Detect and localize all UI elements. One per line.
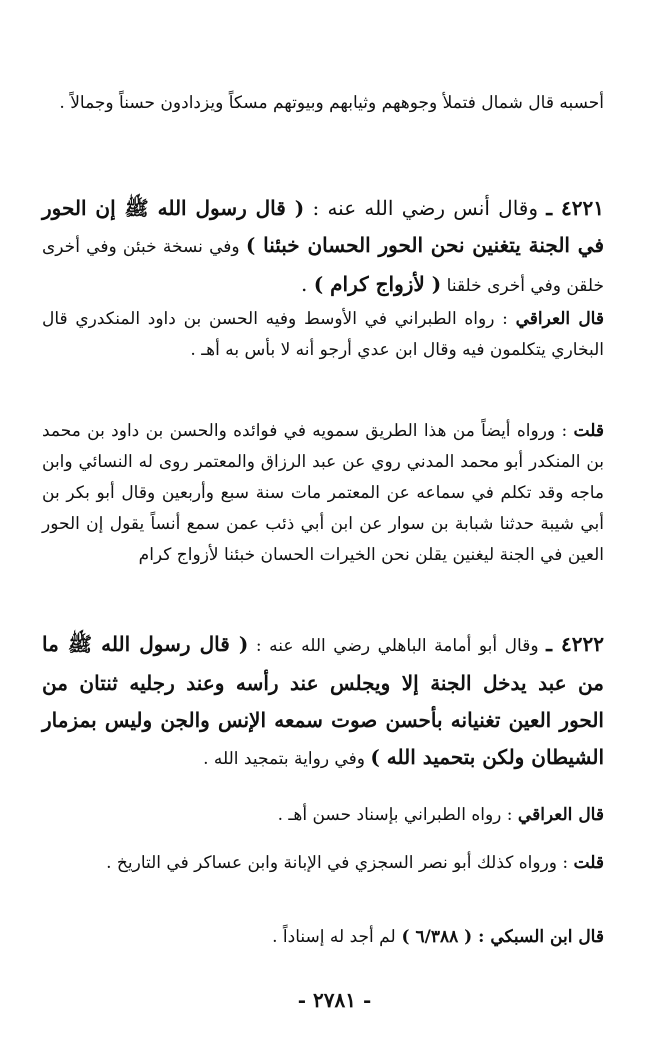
iraqi-comment-2: [42, 800, 604, 831]
paragraph-continuation: [42, 88, 604, 119]
comment-text: : رواه الطبراني بإسناد حسن أهـ .: [277, 805, 518, 825]
hadith-4221: [42, 190, 604, 305]
hadith-number: ٤٢٢٢ ـ: [546, 632, 605, 656]
hadith-end: وفي رواية بتمجيد الله .: [203, 749, 371, 769]
commentator-label: قال العراقي: [515, 309, 604, 329]
commentator-label: قال ابن السبكي: [490, 927, 604, 947]
hadith-4222: [42, 626, 604, 778]
note-text: : ورواه أيضاً من هذا الطريق سمويه في فوائده والحسن بن داود بن محمد بن المنكدر أبو محمد المدني روي عن عبد الرزاق والمعتمر روى له النسائي وابن ماجه وقد تكلم في سماعه عن المعتمر مات سنة سبع وأربعين وقال أبو بكر بن أبي شيبة حدثنا شبابة بن سوار عن ابن أبي ذئب عمن سمع أنساً يقول إن الحور العين في الجنة ليغنين يقلن نحن الخيرات الحسان خبئنا لأزواج كرام: [42, 421, 604, 565]
note-text: : ورواه كذلك أبو نصر السجزي في الإبانة وابن عساكر في التاريخ .: [106, 853, 574, 873]
author-note-2: [42, 848, 604, 879]
page-number: - ٢٧٨١ -: [297, 988, 372, 1012]
hadith-variant: وفي نسخة خبئن وفي أخرى خلقن وفي أخرى خلقنا: [42, 237, 604, 296]
subki-comment: [42, 922, 604, 953]
hadith-text: ( قال رسول الله ﷺ إن الحور في الجنة يتغنين نحن الحور الحسان خبئنا ): [42, 196, 604, 257]
hadith-number: ٤٢٢١ ـ: [546, 196, 605, 220]
note-label: قلت: [573, 853, 604, 873]
hadith-tail: ( لأزواج كرام ): [313, 272, 442, 296]
reference: : ( ٦/٣٨٨ ): [395, 927, 491, 947]
author-note-1: [42, 416, 604, 571]
commentator-label: قال العراقي: [517, 805, 604, 825]
comment-text: : رواه الطبراني في الأوسط وفيه الحسن بن داود المنكدري قال البخاري يتكلمون فيه وقال ابن عدي أرجو أنه لا بأس به أهـ .: [42, 309, 604, 360]
comment-text: لم أجد له إسناداً .: [272, 927, 396, 947]
continuation-text: أحسبه قال شمال فتملأ وجوههم وثيابهم وبيوتهم مسكاً ويزدادون حسناً وجمالاً .: [59, 93, 604, 113]
note-label: قلت: [573, 421, 604, 441]
hadith-intro: وقال أبو أمامة الباهلي رضي الله عنه :: [248, 636, 547, 656]
hadith-end: .: [301, 272, 314, 296]
hadith-intro: وقال أنس رضي الله عنه :: [304, 196, 547, 220]
hadith-text: ( قال رسول الله ﷺ ما من عبد يدخل الجنة إلا ويجلس عند رأسه وعند رجليه ثنتان من الحور العين تغنيانه بأحسن صوت سمعه الإنس والجن وليس بمزمار الشيطان ولكن بتحميد الله ): [42, 632, 604, 769]
iraqi-comment-1: [42, 304, 604, 366]
